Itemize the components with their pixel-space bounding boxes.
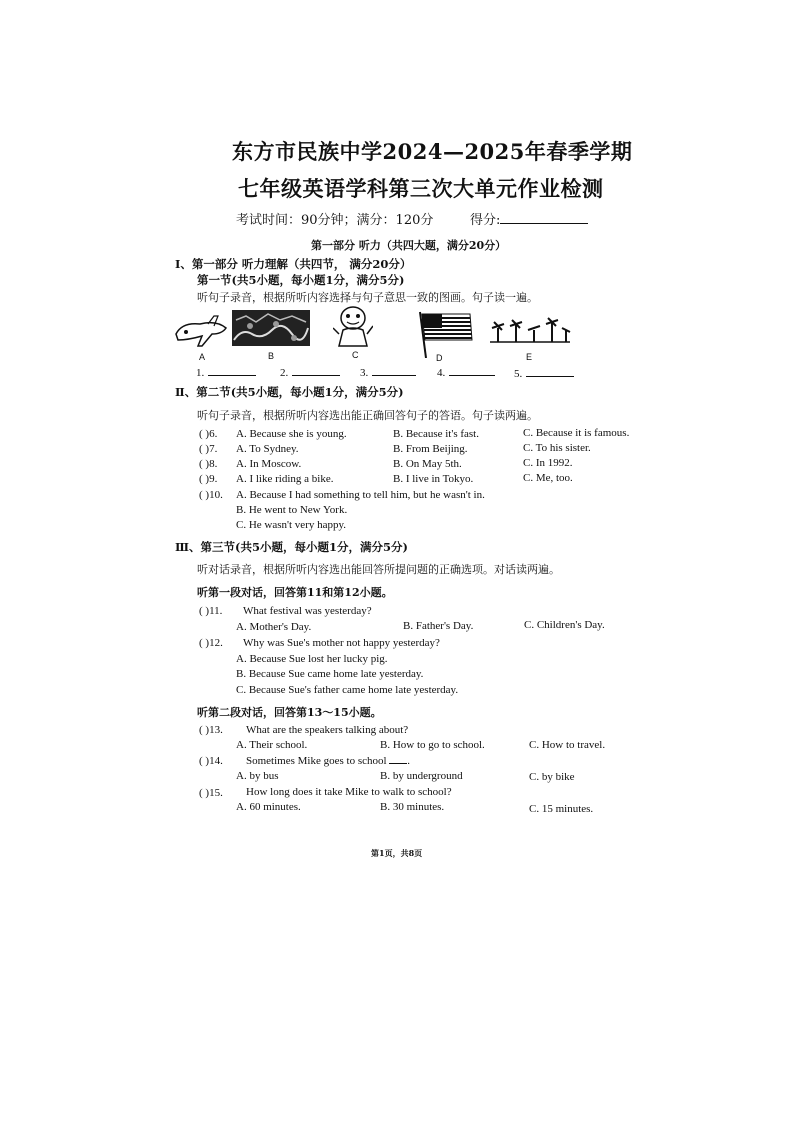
q13-stem: What are the speakers talking about? bbox=[246, 724, 409, 736]
q8-option-b: B. On May 5th. bbox=[393, 458, 462, 470]
title-line2: 七年级英语学科第三次大单元作业检测 bbox=[238, 176, 604, 201]
q13-option-c: C. How to travel. bbox=[529, 739, 606, 751]
section2-instruction: 听句子录音，根据所听内容选出能正确回答句子的答语。句子读两遍。 bbox=[197, 409, 538, 422]
score-field bbox=[470, 209, 588, 228]
section2-heading: Ⅱ、第二节(共5小题，每小题1分，满分5分) bbox=[175, 385, 404, 399]
answer-blank-2[interactable]: 2. bbox=[280, 367, 340, 379]
q13-num[interactable]: ( )13. bbox=[199, 724, 223, 736]
q12-option-c: C. Because Sue's father came home late yesterday. bbox=[236, 684, 459, 696]
q13-option-a: A. Their school. bbox=[236, 739, 308, 751]
q14-option-b: B. by underground bbox=[380, 770, 463, 782]
q10-option-b: B. He went to New York. bbox=[236, 504, 348, 516]
section3-heading: Ⅲ、第三节(共5小题，每小题1分，满分5分) bbox=[175, 540, 408, 554]
q15-option-c: C. 15 minutes. bbox=[529, 803, 594, 815]
section1-subheading: 第一节(共5小题，每小题1分，满分5分) bbox=[197, 273, 405, 287]
q6-option-b: B. Because it's fast. bbox=[393, 428, 479, 440]
score-blank[interactable] bbox=[500, 223, 588, 224]
q9-option-a: A. I like riding a bike. bbox=[236, 473, 334, 485]
q8-num[interactable]: ( )8. bbox=[199, 458, 218, 470]
q6-option-a: A. Because she is young. bbox=[236, 428, 347, 440]
q11-stem: What festival was yesterday? bbox=[243, 605, 372, 617]
q12-num[interactable]: ( )12. bbox=[199, 637, 223, 649]
mascot-icon bbox=[333, 304, 373, 350]
answer-blank-1[interactable]: 1. bbox=[196, 367, 256, 379]
dialog1-instruction: 听第一段对话，回答第11和第12小题。 bbox=[197, 586, 393, 599]
q8-option-a: A. In Moscow. bbox=[236, 458, 302, 470]
crowd-photo-icon bbox=[232, 310, 310, 346]
section1-instruction: 听句子录音，根据所听内容选择与句子意思一致的图画。句子读一遍。 bbox=[197, 291, 538, 304]
q14-option-a: A. by bus bbox=[236, 770, 279, 782]
q12-stem: Why was Sue's mother not happy yesterday? bbox=[243, 637, 440, 649]
q9-option-b: B. I live in Tokyo. bbox=[393, 473, 474, 485]
trees-icon bbox=[488, 316, 572, 344]
q11-num[interactable]: ( )11. bbox=[199, 605, 223, 617]
picture-label-e: E bbox=[526, 352, 533, 362]
q15-option-a: A. 60 minutes. bbox=[236, 801, 301, 813]
q15-num[interactable]: ( )15. bbox=[199, 787, 223, 799]
dialog2-instruction: 听第二段对话，回答第13～15小题。 bbox=[197, 706, 382, 719]
q14-stem: Sometimes Mike goes to school . bbox=[246, 755, 411, 767]
q14-stem-blank[interactable] bbox=[389, 763, 407, 764]
q11-option-b: B. Father's Day. bbox=[403, 620, 474, 632]
picture-label-b: B bbox=[268, 351, 275, 361]
plane-icon bbox=[172, 312, 230, 352]
title-line1: 东方市民族中学2024—2025年春季学期 bbox=[232, 139, 633, 164]
exam-info: 考试时间：90分钟；满分：120分 bbox=[236, 213, 434, 228]
picture-label-c: C bbox=[352, 350, 359, 360]
score-label: 得分: bbox=[470, 213, 501, 228]
q12-option-a: A. Because Sue lost her lucky pig. bbox=[236, 653, 388, 665]
q13-option-b: B. How to go to school. bbox=[380, 739, 485, 751]
q7-num[interactable]: ( )7. bbox=[199, 443, 218, 455]
q10-num[interactable]: ( )10. bbox=[199, 489, 223, 501]
q10-option-c: C. He wasn't very happy. bbox=[236, 519, 347, 531]
section3-instruction: 听对话录音，根据所听内容选出能回答所提问题的正确选项。对话读两遍。 bbox=[197, 563, 560, 576]
q6-option-c: C. Because it is famous. bbox=[523, 427, 630, 439]
q6-num[interactable]: ( )6. bbox=[199, 428, 218, 440]
picture-label-a: A bbox=[199, 352, 206, 362]
q11-option-c: C. Children's Day. bbox=[524, 619, 605, 631]
q8-option-c: C. In 1992. bbox=[523, 457, 573, 469]
q7-option-b: B. From Beijing. bbox=[393, 443, 468, 455]
q15-stem: How long does it take Mike to walk to school? bbox=[246, 786, 452, 798]
picture-label-d: D bbox=[436, 353, 443, 363]
q10-option-a: A. Because I had something to tell him, but he wasn't in. bbox=[236, 489, 485, 501]
q12-option-b: B. Because Sue came home late yesterday. bbox=[236, 668, 424, 680]
us-flag-icon bbox=[416, 310, 474, 358]
q14-option-c: C. by bike bbox=[529, 771, 575, 783]
answer-blank-5[interactable]: 5. bbox=[514, 368, 574, 380]
q9-num[interactable]: ( )9. bbox=[199, 473, 218, 485]
q9-option-c: C. Me, too. bbox=[523, 472, 573, 484]
answer-blank-3[interactable]: 3. bbox=[360, 367, 416, 379]
section1-heading: Ⅰ、第一部分 听力理解（共四节， 满分20分） bbox=[175, 257, 412, 271]
q7-option-a: A. To Sydney. bbox=[236, 443, 299, 455]
q11-option-a: A. Mother's Day. bbox=[236, 621, 312, 633]
page-number: 第1页，共8页 bbox=[371, 848, 423, 858]
q15-option-b: B. 30 minutes. bbox=[380, 801, 445, 813]
q14-num[interactable]: ( )14. bbox=[199, 755, 223, 767]
answer-blank-4[interactable]: 4. bbox=[437, 367, 495, 379]
q7-option-c: C. To his sister. bbox=[523, 442, 591, 454]
part1-title: 第一部分 听力（共四大题，满分20分） bbox=[311, 239, 507, 252]
